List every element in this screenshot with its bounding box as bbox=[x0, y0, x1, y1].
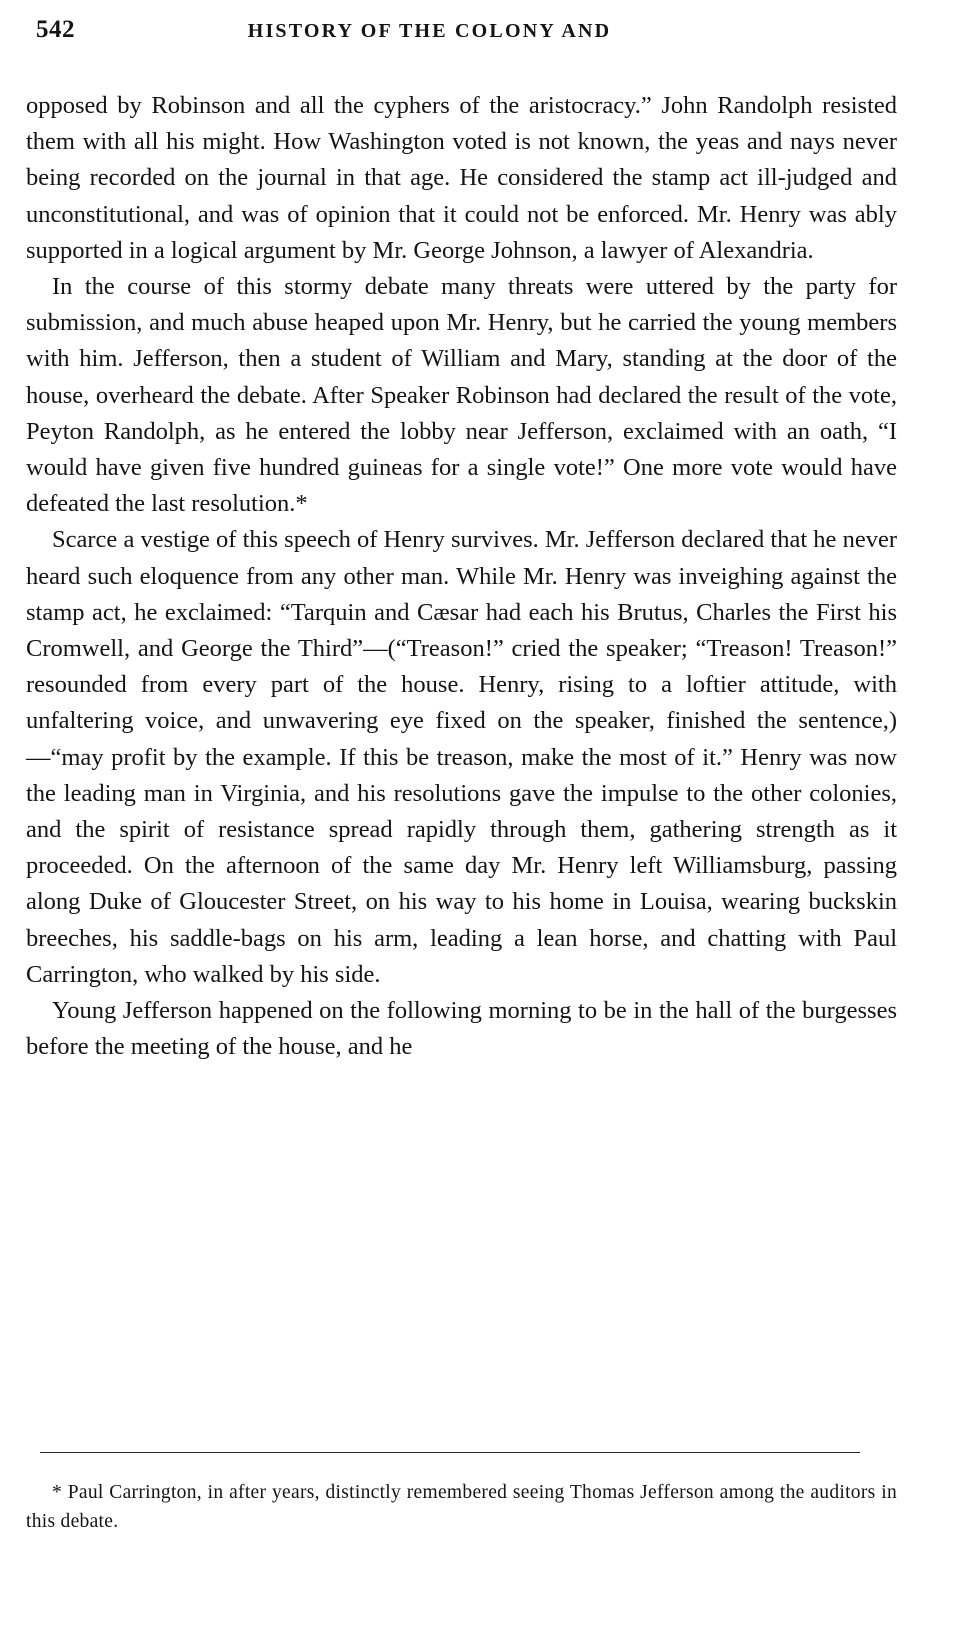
paragraph: opposed by Robinson and all the cyphers of the aristocracy.” John Randolph resisted them with all his might. How Washington voted is not known, the yeas and nays never being recorded on the journal in that age. He considered the stamp act ill-judged and unconstitutional, and was of opinion that it could not be enforced. Mr. Henry was ably supported in a logical argument by Mr. George Johnson, a lawyer of Alexandria. bbox=[26, 92, 897, 264]
paragraph: Young Jefferson happened on the following morning to be in the hall of the burgesses before the meeting of the house, and he bbox=[26, 997, 897, 1061]
running-head: HISTORY OF THE COLONY AND bbox=[247, 20, 612, 42]
footnote-text: * Paul Carrington, in after years, distinctly remembered seeing Thomas Jefferson among the auditors in this debate. bbox=[26, 1482, 897, 1532]
footnote-divider bbox=[40, 1452, 860, 1453]
footnote bbox=[26, 1478, 897, 1536]
page-number: 542 bbox=[36, 16, 75, 43]
paragraph: Scarce a vestige of this speech of Henry survives. Mr. Jefferson declared that he never heard such eloquence from any other man. While Mr. Henry was inveighing against the stamp act, he exclaimed: “Tarquin and Cæsar had each his Brutus, Charles the First his Cromwell, and George the Third”—(“Treason!” cried the speaker; “Treason! Treason!” resounded from every part of the house. Henry, rising to a loftier attitude, with unfaltering voice, and unwavering eye fixed on the speaker, finished the sentence,)—“may profit by the example. If this be treason, make the most of it.” Henry was now the leading man in Virginia, and his resolutions gave the impulse to the other colonies, and the spirit of resistance spread rapidly through them, gathering strength as it proceeded. On the afternoon of the same day Mr. Henry left Williamsburg, passing along Duke of Gloucester Street, on his way to his home in Louisa, wearing buckskin breeches, his saddle-bags on his arm, leading a lean horse, and chatting with Paul Carrington, who walked by his side. bbox=[26, 526, 897, 988]
body-text bbox=[0, 60, 969, 1065]
page-header bbox=[0, 0, 969, 60]
paragraph: In the course of this stormy debate many threats were uttered by the party for submission, and much abuse heaped upon Mr. Henry, but he carried the young members with him. Jefferson, then a student of William and Mary, standing at the door of the house, overheard the debate. After Speaker Robinson had declared the result of the vote, Peyton Randolph, as he entered the lobby near Jefferson, exclaimed with an oath, “I would have given five hundred guineas for a single vote!” One more vote would have defeated the last resolution.* bbox=[26, 273, 897, 518]
